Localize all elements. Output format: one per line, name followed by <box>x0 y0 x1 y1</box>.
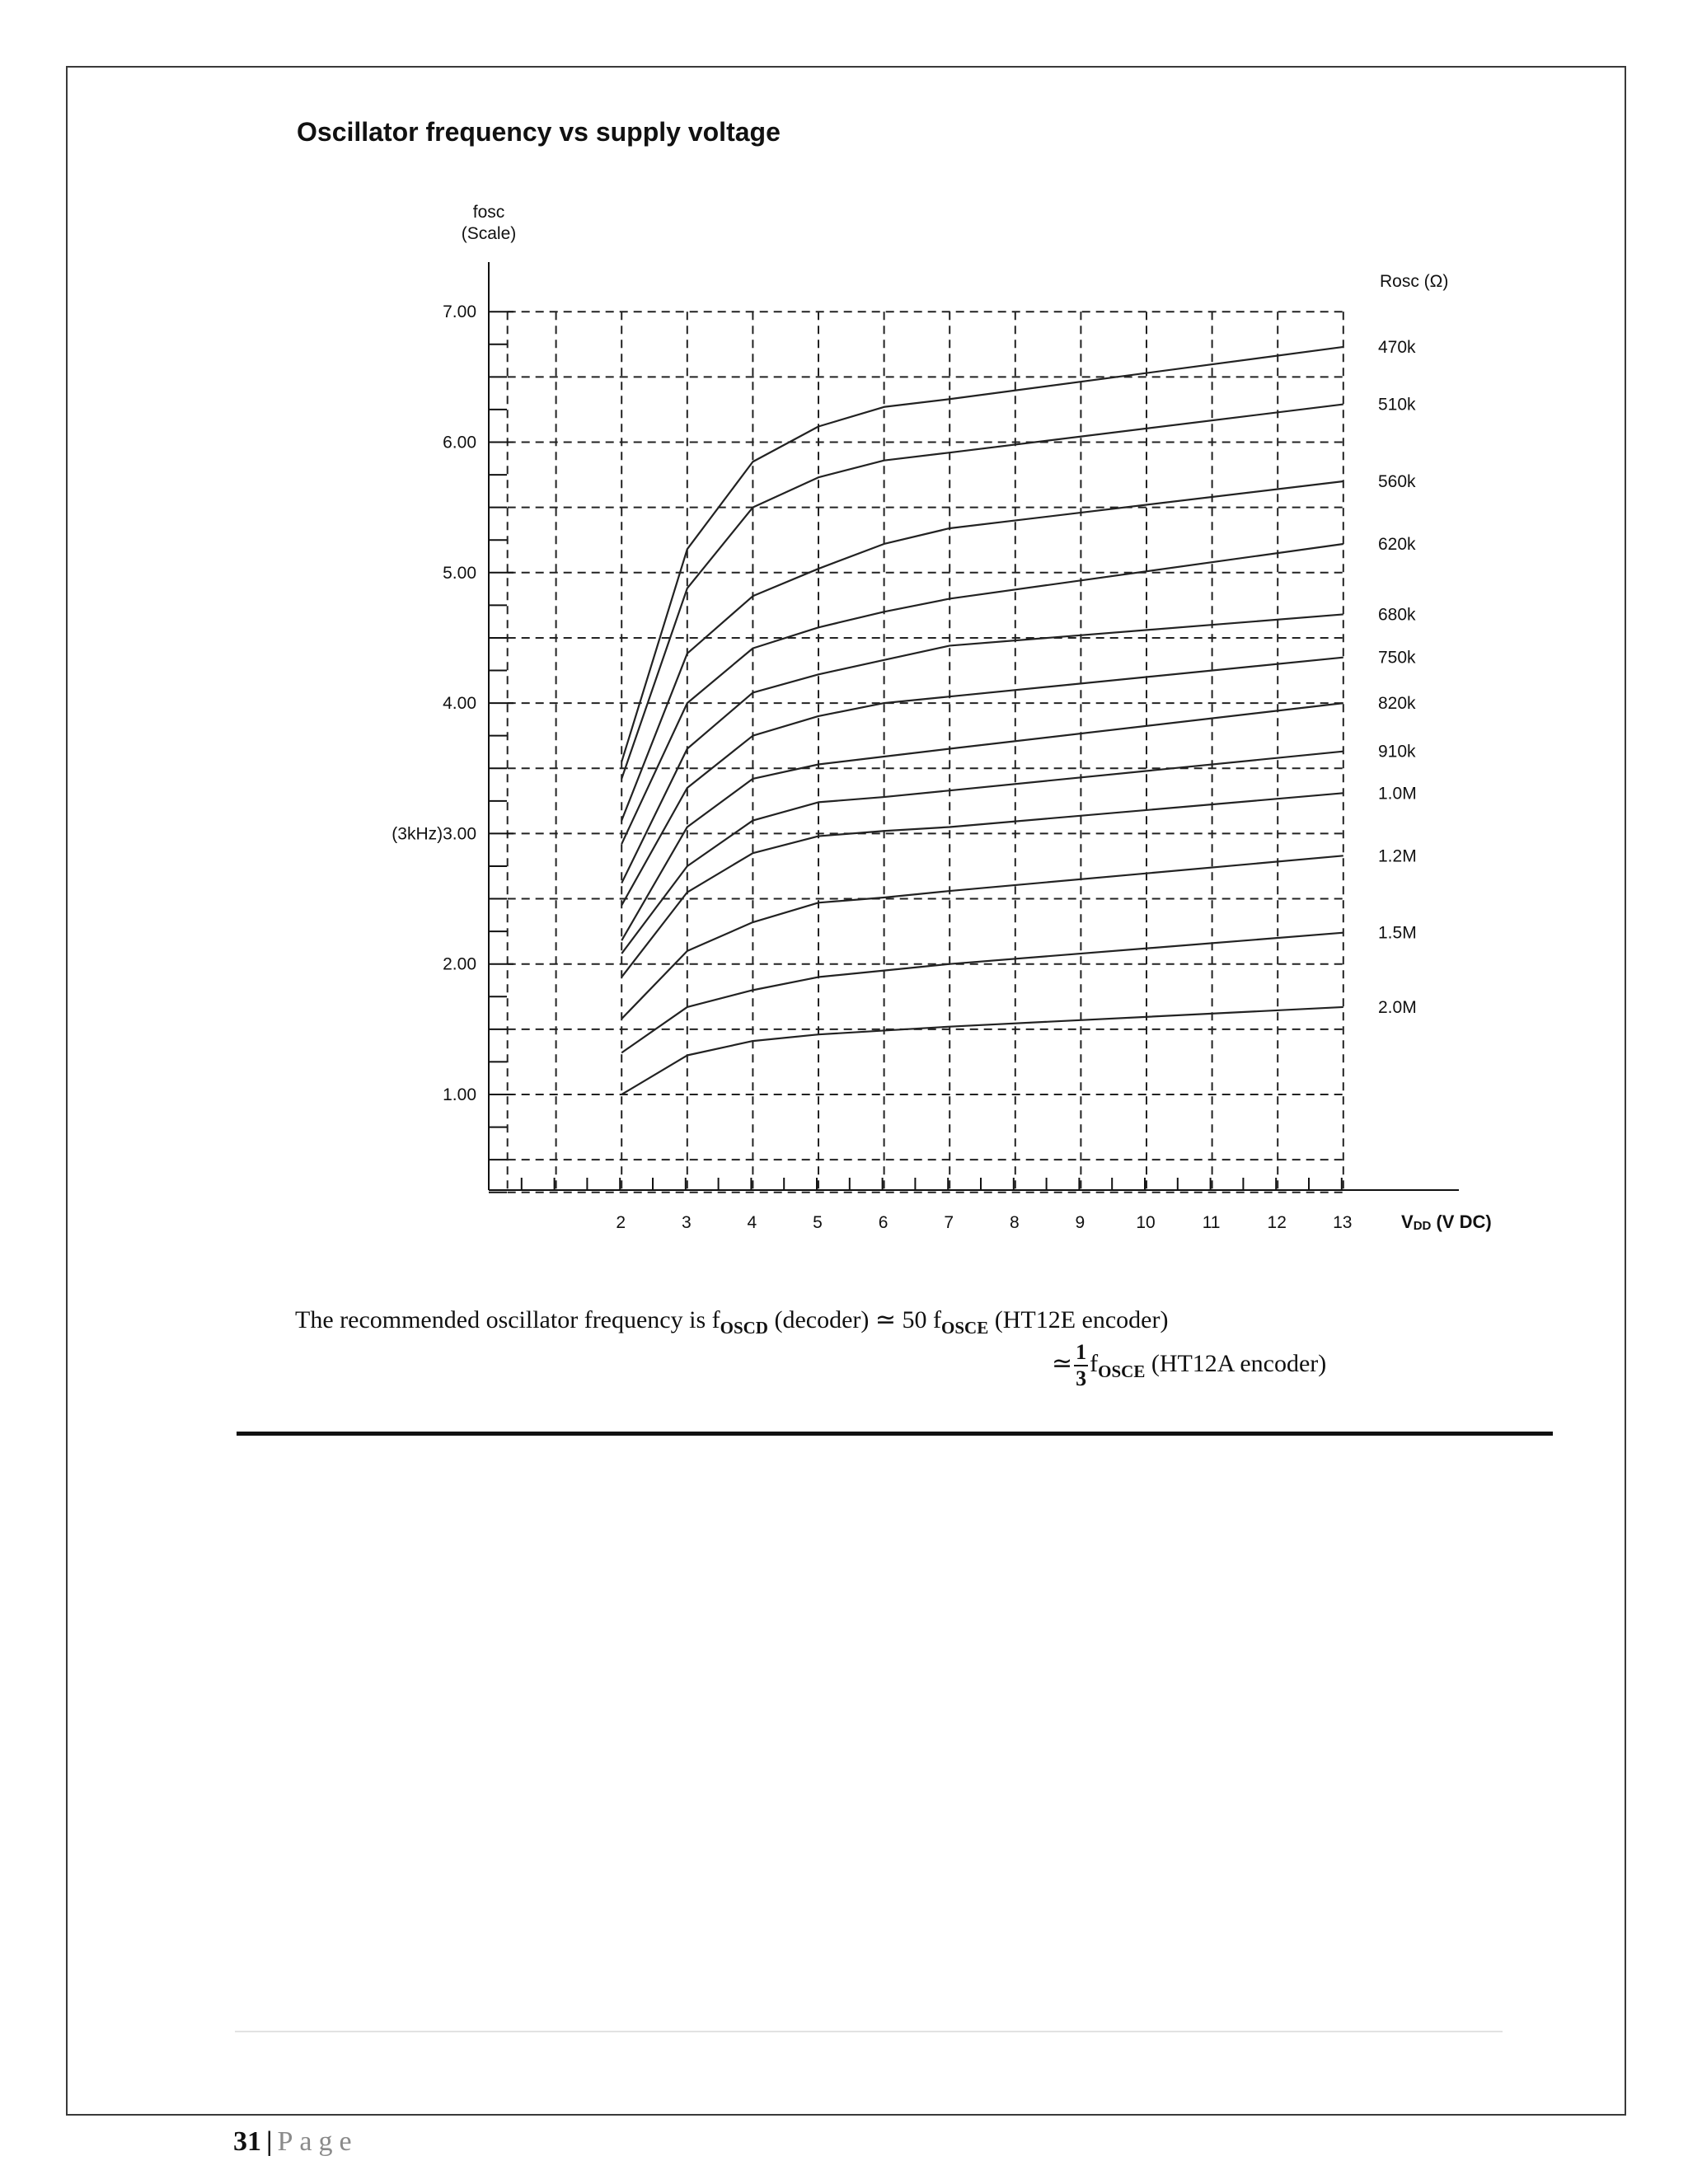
y-tick-label: 7.00 <box>443 302 476 322</box>
series-label: 1.2M <box>1378 846 1417 866</box>
axes <box>489 262 1459 1193</box>
formula-subscript-oscd: OSCD <box>720 1318 768 1338</box>
series-line-1-5m <box>621 933 1343 1053</box>
x-tick-label: 4 <box>747 1213 757 1232</box>
series-line-820k <box>621 703 1343 940</box>
series-label: 910k <box>1378 742 1416 762</box>
series-label: 1.0M <box>1378 784 1417 804</box>
formula-subscript-osce: OSCE <box>941 1318 989 1338</box>
formula-text-suffix: (HT12E encoder) <box>988 1306 1169 1333</box>
formula-text-prefix: The recommended oscillator frequency is f <box>295 1306 720 1333</box>
y-tick-label: 2.00 <box>443 954 476 974</box>
series-label: 1.5M <box>1378 923 1417 943</box>
series-line-2-0m <box>621 1007 1343 1094</box>
series-line-910k <box>621 752 1343 954</box>
fraction-denominator: 3 <box>1076 1366 1087 1390</box>
formula-approx-sign: ≃ <box>1052 1349 1073 1377</box>
series-label: 680k <box>1378 605 1416 625</box>
x-tick-label: 12 <box>1267 1213 1287 1232</box>
x-tick-label: 2 <box>616 1213 626 1232</box>
series-label: 560k <box>1378 471 1416 491</box>
x-tick-label: 10 <box>1136 1213 1156 1232</box>
y-tick-label: (3kHz)3.00 <box>392 824 476 844</box>
series-line-510k <box>621 405 1343 779</box>
y-axis-label: (Scale) <box>461 224 517 243</box>
page-footer <box>233 2126 359 2158</box>
formula-fraction <box>1074 1340 1088 1391</box>
x-tick-label: 8 <box>1009 1213 1020 1232</box>
y-tick-label: 4.00 <box>443 694 476 714</box>
legend-title: Rosc (Ω) <box>1380 272 1449 291</box>
y-tick-label: 6.00 <box>443 433 476 452</box>
x-tick-label: 3 <box>681 1213 692 1232</box>
formula-text-mid: (decoder) ≃ 50 f <box>767 1306 942 1333</box>
series-line-560k <box>621 481 1343 821</box>
x-axis-label: VDD (V DC) <box>1401 1212 1492 1233</box>
series-line-470k <box>621 347 1343 762</box>
formula-line-2 <box>1052 1340 1326 1391</box>
y-tick-label: 1.00 <box>443 1085 476 1104</box>
section-divider <box>237 1432 1553 1436</box>
x-tick-label: 9 <box>1075 1213 1085 1232</box>
chart-title: Oscillator frequency vs supply voltage <box>297 117 781 147</box>
y-tick-label: 5.00 <box>443 563 476 583</box>
page-number: 31 <box>233 2126 261 2157</box>
x-tick-label: 6 <box>878 1213 889 1232</box>
series-label: 620k <box>1378 534 1416 554</box>
footer-divider <box>235 2031 1503 2032</box>
series-line-680k <box>621 614 1343 883</box>
formula-subscript-osce-2: OSCE <box>1098 1361 1146 1381</box>
series-label: 510k <box>1378 395 1416 415</box>
formula-text-suffix-2: (HT12A encoder) <box>1145 1349 1327 1377</box>
series-label: 750k <box>1378 648 1416 668</box>
page-word: Page <box>277 2126 359 2157</box>
fraction-numerator: 1 <box>1074 1340 1088 1366</box>
x-tick-label: 11 <box>1202 1213 1221 1232</box>
series-line-1-0m <box>621 793 1343 977</box>
x-tick-label: 13 <box>1333 1213 1353 1232</box>
x-tick-label: 5 <box>813 1213 823 1232</box>
formula-f: f <box>1090 1349 1099 1377</box>
oscillator-formula <box>295 1297 1449 1413</box>
series-label: 820k <box>1378 694 1416 714</box>
page-separator: | <box>266 2126 273 2157</box>
series-lines <box>621 347 1343 1094</box>
x-tick-label: 7 <box>944 1213 954 1232</box>
y-axis-label: fosc <box>472 203 505 222</box>
series-line-750k <box>621 658 1343 906</box>
series-label: 2.0M <box>1378 997 1417 1017</box>
formula-line-1 <box>295 1305 1169 1338</box>
series-line-1-2m <box>621 855 1343 1019</box>
series-label: 470k <box>1378 337 1416 357</box>
